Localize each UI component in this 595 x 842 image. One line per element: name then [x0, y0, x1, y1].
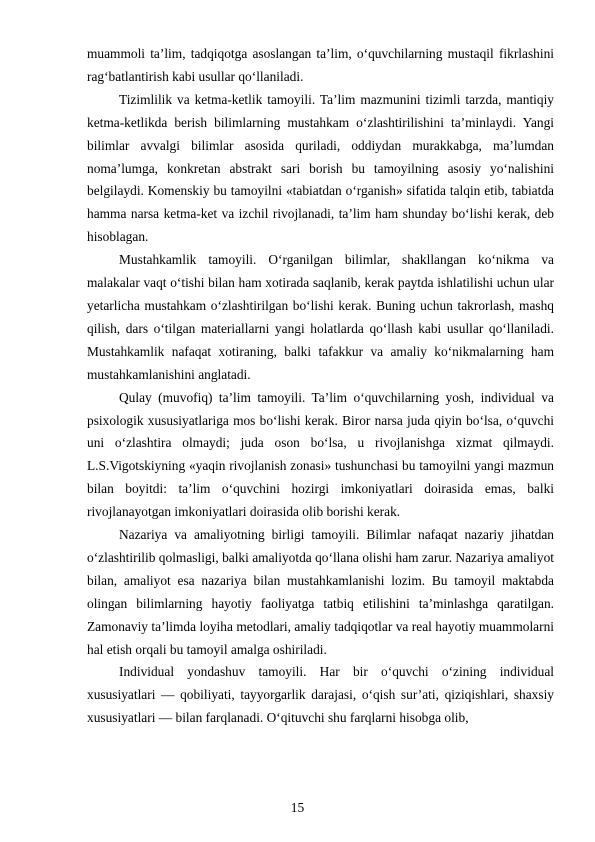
document-body [87, 43, 554, 730]
paragraph-systematic-principle: Tizimlilik va ketma-ketlik tamoyili. Ta’lim mazmunini tizimli tarzda, mantiqiy ketma-ketlikda berish bilimlarning mustahkam o‘zlashtirilishini ta’minlaydi. Yangi bilimlar avvalgi bilimlar asosida quriladi, oddiydan murakkabga, ma’lumdan noma’lumga, konkretan abstrakt sari borish bu tamoyilning asosiy yo‘nalishini belgilaydi. Komenskiy bu tamoyilni «tabiatdan o‘rganish» sifatida talqin etib, tabiatda hamma narsa ketma-ket va izchil rivojlanadi, ta’lim ham shunday bo‘lishi kerak, deb hisoblagan. [87, 91, 554, 245]
page-number: 15 [290, 800, 305, 815]
paragraph-accessibility-principle: Qulay (muvofiq) ta’lim tamoyili. Ta’lim o‘quvchilarning yosh, individual va psixologik xususiyatlariga mos bo‘lishi kerak. Biror narsa juda qiyin bo‘lsa, o‘quvchi uni o‘zlashtira olmaydi; juda oson bo‘lsa, u rivojlanishga xizmat qilmaydi. L.S.Vigotskiyning «yaqin rivojlanish zonasi» tushunchasi bu tamoyilni yangi mazmun bilan boyitdi: ta’lim o‘quvchini hozirgi imkoniyatlari doirasida emas, balki rivojlanayotgan imkoniyatlari doirasida olib borishi kerak. [87, 389, 554, 520]
paragraph-durability-principle: Mustahkamlik tamoyili. O‘rganilgan bilimlar, shakllangan ko‘nikma va malakalar vaqt o‘tishi bilan ham xotirada saqlanib, kerak paytda ishlatilishi uchun ular yetarlicha mustahkam o‘zlashtirilgan bo‘lishi kerak. Buning uchun takrorlash, mashq qilish, dars o‘tilgan materiallarni yangi holatlarda qo‘llash kabi usullar qo‘llaniladi. Mustahkamlik nafaqat xotiraning, balki tafakkur va amaliy ko‘nikmalarning ham mustahkamlanishini anglatadi. [87, 252, 554, 382]
paragraph-theory-practice-principle: Nazariya va amaliyotning birligi tamoyili. Bilimlar nafaqat nazariy jihatdan o‘zlashtirilib qolmasligi, balki amaliyotda qo‘llana olishi ham zarur. Nazariya amaliyot bilan, amaliyot esa nazariya bilan mustahkamlanishi lozim. Bu tamoyil maktabda olingan bilimlarning hayotiy faoliyatga tatbiq etilishini ta’minlashga qaratilgan. Zamonaviy ta’limda loyiha metodlari, amaliy tadqiqotlar va real hayotiy muammolarni hal etish orqali bu tamoyil amalga oshiriladi. [87, 527, 554, 657]
paragraph-individual-approach-principle: Individual yondashuv tamoyili. Har bir o‘quvchi o‘zining individual xususiyatlari — qobiliyati, tayyorgarlik darajasi, o‘qish sur’ati, qiziqishlari, shaxsiy xususiyatlari — bilan farqlanadi. O‘qituvchi shu farqlarni hisobga olib, [87, 664, 554, 726]
paragraph-continuation: muammoli ta’lim, tadqiqotga asoslangan ta’lim, o‘quvchilarning mustaqil fikrlashini rag‘batlantirish kabi usullar qo‘llaniladi. [87, 46, 554, 84]
